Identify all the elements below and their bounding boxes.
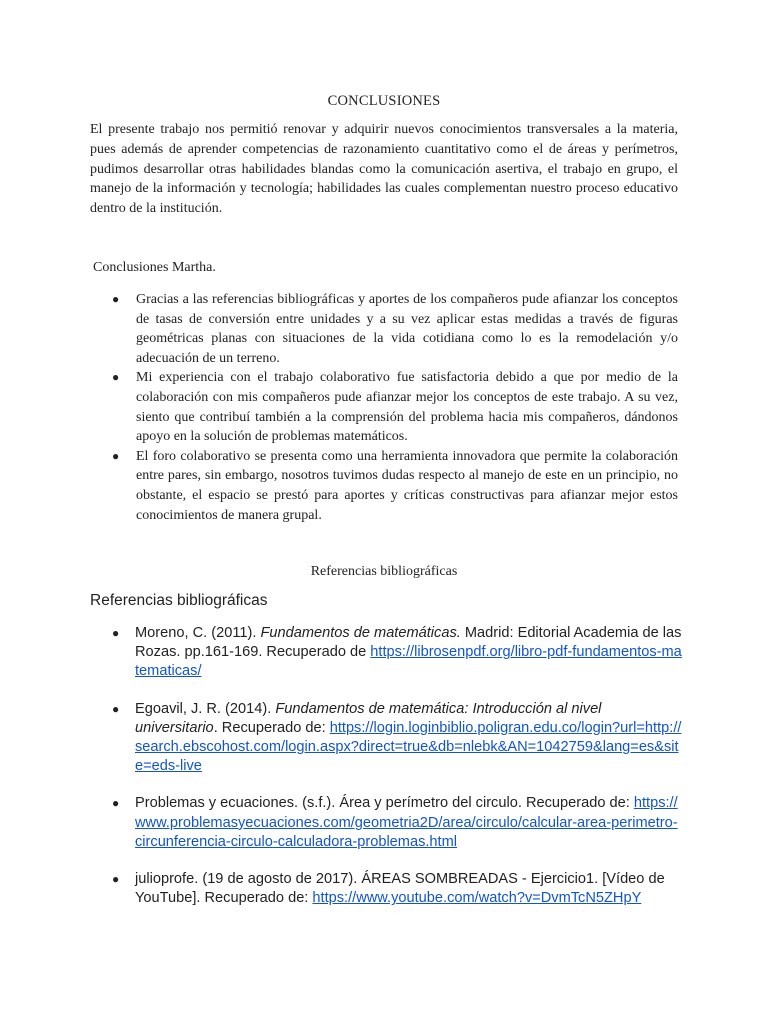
list-item bbox=[112, 368, 678, 446]
reference-link[interactable]: https://www.youtube.com/watch?v=DvmTcN5ZHpY bbox=[312, 890, 642, 907]
bullet-icon: ● bbox=[112, 370, 120, 385]
reference-text: Madrid: Editorial Academia de las Rozas. pp.161-169. Recuperado de bbox=[135, 625, 682, 661]
reference-item bbox=[112, 794, 682, 852]
intro-paragraph: El presente trabajo nos permitió renovar y adquirir nuevos conocimientos transversales a la materia, pues además de aprender competencias de razonamiento cuantitativo como el de áreas y perímetros, pudimos desarrollar otras habilidades blandas como la comunicación asertiva, el trabajo en grupo, el manejo de la información y tecnología; habilidades las cuales complementan nuestro proceso educativo dentro de la institución. bbox=[90, 122, 678, 217]
martha-conclusions-heading: Conclusiones Martha. bbox=[93, 260, 216, 275]
list-item-text: Gracias a las referencias bibliográficas y aportes de los compañeros pude afianzar los conceptos de tasas de conversión entre unidades y a su vez aplicar estas medidas a través de figuras geométricas planas con situaciones de la vida cotidiana como lo es la remodelación y/o adecuación de un terreno. bbox=[136, 292, 678, 366]
list-item bbox=[112, 290, 678, 368]
reference-link[interactable]: https://www.problemasyecuaciones.com/geometria2D/area/circulo/calcular-area-perimetro-circunferencia-circulo-calculadora-problemas.html bbox=[135, 795, 678, 850]
list-item-text: El foro colaborativo se presenta como una herramienta innovadora que permite la colaboración entre pares, sin embargo, nosotros tuvimos dudas respecto al manejo de este en un principio, no obstante, el espacio se prestó para aportes y críticas constructivas para afianzar mejor estos conocimientos de manera grupal. bbox=[136, 448, 678, 523]
list-item bbox=[112, 447, 678, 525]
reference-link[interactable]: https://login.loginbiblio.poligran.edu.co/login?url=http://search.ebscohost.com/login.aspx?direct=true&db=nlebk&AN=1042759&lang=es&site=eds-live bbox=[135, 719, 682, 775]
reference-text: Egoavil, J. R. (2014). bbox=[135, 700, 276, 717]
bullet-icon: ● bbox=[112, 796, 120, 811]
bullet-icon: ● bbox=[112, 872, 120, 887]
references-centered-heading: Referencias bibliográficas bbox=[310, 564, 458, 579]
list-item-text: Mi experiencia con el trabajo colaborativo fue satisfactoria debido a que por medio de la colaboración con mis compañeros pude afianzar mejor los conceptos de este trabajo. A su vez, siento que contribuí también a la comprensión del problema hacia mis compañeros, dándonos apoyo en la solución de problemas matemáticos. bbox=[136, 370, 678, 445]
bullet-icon: ● bbox=[112, 626, 120, 640]
bullet-icon: ● bbox=[112, 701, 120, 716]
reference-title: Fundamentos de matemática: Introducción al nivel universitario bbox=[135, 700, 602, 736]
bullet-icon: ● bbox=[112, 448, 120, 463]
references-heading: Referencias bibliográficas bbox=[90, 592, 268, 609]
reference-item bbox=[112, 870, 682, 908]
reference-item bbox=[112, 624, 682, 682]
references-list bbox=[112, 624, 682, 926]
bullet-icon: ● bbox=[112, 292, 120, 306]
reference-link[interactable]: https://librosenpdf.org/libro-pdf-fundamentos-matematicas/ bbox=[135, 644, 682, 680]
reference-title: Fundamentos de matemáticas. bbox=[260, 625, 461, 641]
reference-item bbox=[112, 700, 682, 777]
reference-text: julioprofe. (19 de agosto de 2017). ÁREAS SOMBREADAS - Ejercicio1. [Vídeo de YouTube]. Recuperado de: bbox=[135, 871, 665, 907]
martha-conclusions-list bbox=[112, 290, 678, 525]
reference-text: . Recuperado de: bbox=[213, 719, 330, 736]
reference-text: Problemas y ecuaciones. (s.f.). Área y perímetro del circulo. Recuperado de: bbox=[135, 795, 634, 812]
reference-text: Moreno, C. (2011). bbox=[135, 625, 261, 641]
page-title: CONCLUSIONES bbox=[327, 93, 441, 109]
